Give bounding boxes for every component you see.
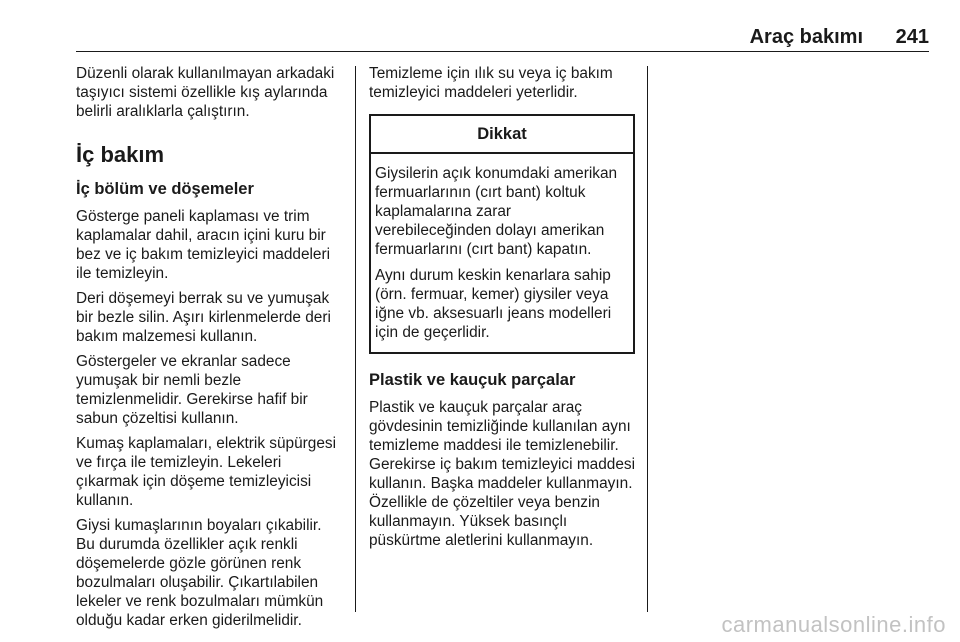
- section-title: İç bakım: [76, 142, 165, 167]
- column-divider-right: [647, 66, 648, 612]
- body-paragraph: Giysi kumaşlarının boyaları çıkabilir. Bu durumda özellikler açık renkli döşemelerde gözle görünen renk bozulmaları oluşabilir. Çıkartılabilen lekeler ve renk bozulmaları mümkün olduğu kadar erken giderilmelidir.: [76, 517, 324, 629]
- caution-paragraph: Aynı durum keskin kenarlara sahip (örn. fermuar, kemer) giysiler veya iğne vb. aksesuarlı jeans modelleri için de geçerlidir.: [375, 267, 612, 341]
- body-paragraph: Göstergeler ve ekranlar sadece yumuşak bir nemli bezle temizlenmelidir. Gerekirse hafif bir sabun çözeltisi kullanın.: [76, 353, 308, 427]
- subsection-title: İç bölüm ve döşemeler: [76, 180, 254, 198]
- subsection-title: Plastik ve kauçuk parçalar: [369, 371, 576, 389]
- caution-box: [369, 114, 635, 354]
- body-paragraph: Kumaş kaplamaları, elektrik süpürgesi ve fırça ile temizleyin. Lekeleri çıkarmak için döşeme temizleyicisi kullanın.: [76, 435, 337, 509]
- body-paragraph: Plastik ve kauçuk parçalar araç gövdesinin temizliğinde kullanılan aynı temizleme maddesi ile temizlenebilir. Gerekirse iç bakım temizleyici maddesi kullanın. Başka maddeler kullanmayın. Özellikle de çözeltiler veya benzin kullanmayın. Yüksek basınçlı püskürtme aletlerini kullanmayın.: [369, 399, 635, 549]
- page-number: 241: [895, 26, 929, 48]
- chapter-title: Araç bakımı: [749, 26, 863, 48]
- intro-paragraph: Temizleme için ılık su veya iç bakım temizleyici maddeleri yeterlidir.: [369, 65, 613, 101]
- header-rule: [76, 51, 929, 52]
- caution-body: [371, 154, 633, 352]
- caution-title: Dikkat: [371, 116, 633, 154]
- watermark: carmanualsonline.info: [721, 612, 946, 637]
- body-paragraph: Gösterge paneli kaplaması ve trim kaplamalar dahil, aracın içini kuru bir bez ve iç bakım temizleyici maddeleri ile temizleyin.: [76, 208, 331, 282]
- page-header: [76, 24, 929, 52]
- right-column: [369, 64, 635, 556]
- left-column: [76, 64, 344, 636]
- body-paragraph: Deri döşemeyi berrak su ve yumuşak bir bezle silin. Aşırı kirlenmelerde deri bakım malzemesi kullanın.: [76, 290, 331, 345]
- caution-paragraph: Giysilerin açık konumdaki amerikan fermuarlarının (cırt bant) koltuk kaplamalarına zarar verebileceğinden dolayı amerikan fermuarlarını (cırt bant) kapatın.: [375, 165, 618, 258]
- column-divider-left: [355, 66, 356, 612]
- intro-paragraph: Düzenli olarak kullanılmayan arkadaki taşıyıcı sistemi özellikle kış aylarında belirli aralıklarla çalıştırın.: [76, 65, 335, 120]
